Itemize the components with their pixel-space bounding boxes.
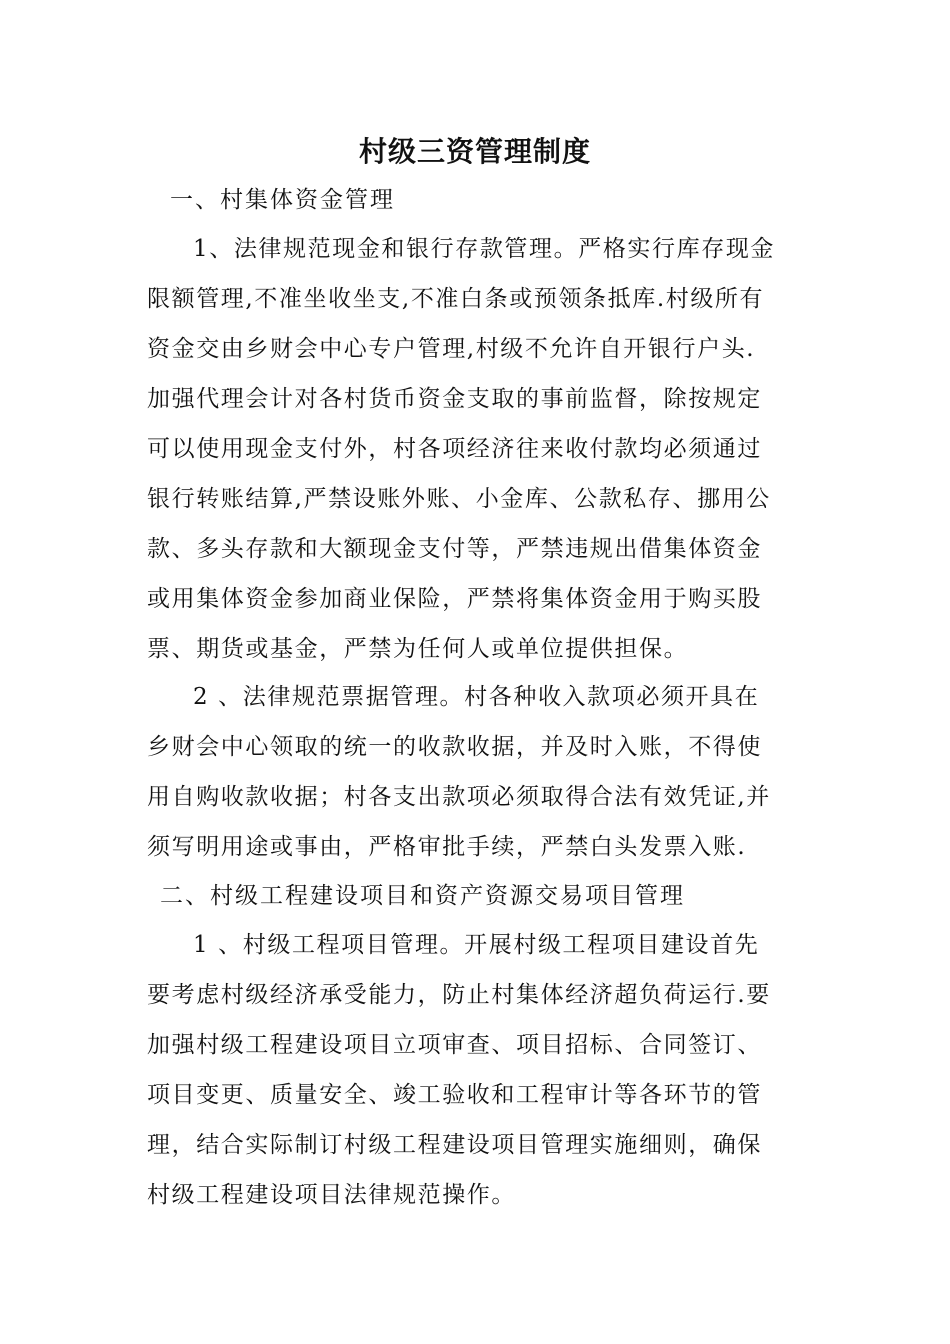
- paragraph-line: 理，结合实际制订村级工程建设项目管理实施细则，确保: [147, 1132, 762, 1158]
- document-title: 村级三资管理制度: [358, 135, 591, 168]
- paragraph-line: 限额管理,不准坐收坐支,不准白条或预领条抵库.村级所有: [147, 286, 765, 312]
- section-2-item-1-paragraph: [147, 920, 807, 1220]
- paragraph-line: 用自购收款收据；村各支出款项必须取得合法有效凭证,并: [147, 784, 771, 810]
- paragraph-line: 资金交由乡财会中心专户管理,村级不允许自开银行户头.: [147, 336, 756, 362]
- section-1-heading: 一、村集体资金管理: [170, 187, 395, 213]
- paragraph-line: 银行转账结算,严禁设账外账、小金库、公款私存、挪用公: [147, 486, 771, 512]
- section-2-heading: 二、村级工程建设项目和资产资源交易项目管理: [160, 883, 685, 909]
- paragraph-line: 2 、法律规范票据管理。村各种收入款项必须开具在: [193, 684, 760, 710]
- paragraph-line: 要考虑村级经济承受能力，防止村集体经济超负荷运行.要: [147, 982, 771, 1008]
- paragraph-line: 或用集体资金参加商业保险，严禁将集体资金用于购买股: [147, 586, 762, 612]
- paragraph-line: 票、期货或基金，严禁为任何人或单位提供担保。: [147, 636, 689, 662]
- paragraph-line: 乡财会中心领取的统一的收款收据，并及时入账，不得使: [147, 734, 762, 760]
- paragraph-line: 可以使用现金支付外，村各项经济往来收付款均必须通过: [147, 436, 762, 462]
- section-1-item-2-paragraph: [147, 672, 807, 872]
- paragraph-line: 加强代理会计对各村货币资金支取的事前监督，除按规定: [147, 386, 762, 412]
- paragraph-line: 款、多头存款和大额现金支付等，严禁违规出借集体资金: [147, 536, 762, 562]
- paragraph-line: 加强村级工程建设项目立项审查、项目招标、合同签订、: [147, 1032, 762, 1058]
- paragraph-line: 须写明用途或事由，严格审批手续，严禁白头发票入账.: [147, 834, 747, 860]
- paragraph-line: 1、法律规范现金和银行存款管理。严格实行库存现金: [193, 236, 776, 262]
- paragraph-line: 村级工程建设项目法律规范操作。: [147, 1182, 516, 1208]
- paragraph-line: 1 、村级工程项目管理。开展村级工程项目建设首先: [193, 932, 760, 958]
- paragraph-line: 项目变更、质量安全、竣工验收和工程审计等各环节的管: [147, 1082, 762, 1108]
- section-1-item-1-paragraph: [147, 224, 807, 674]
